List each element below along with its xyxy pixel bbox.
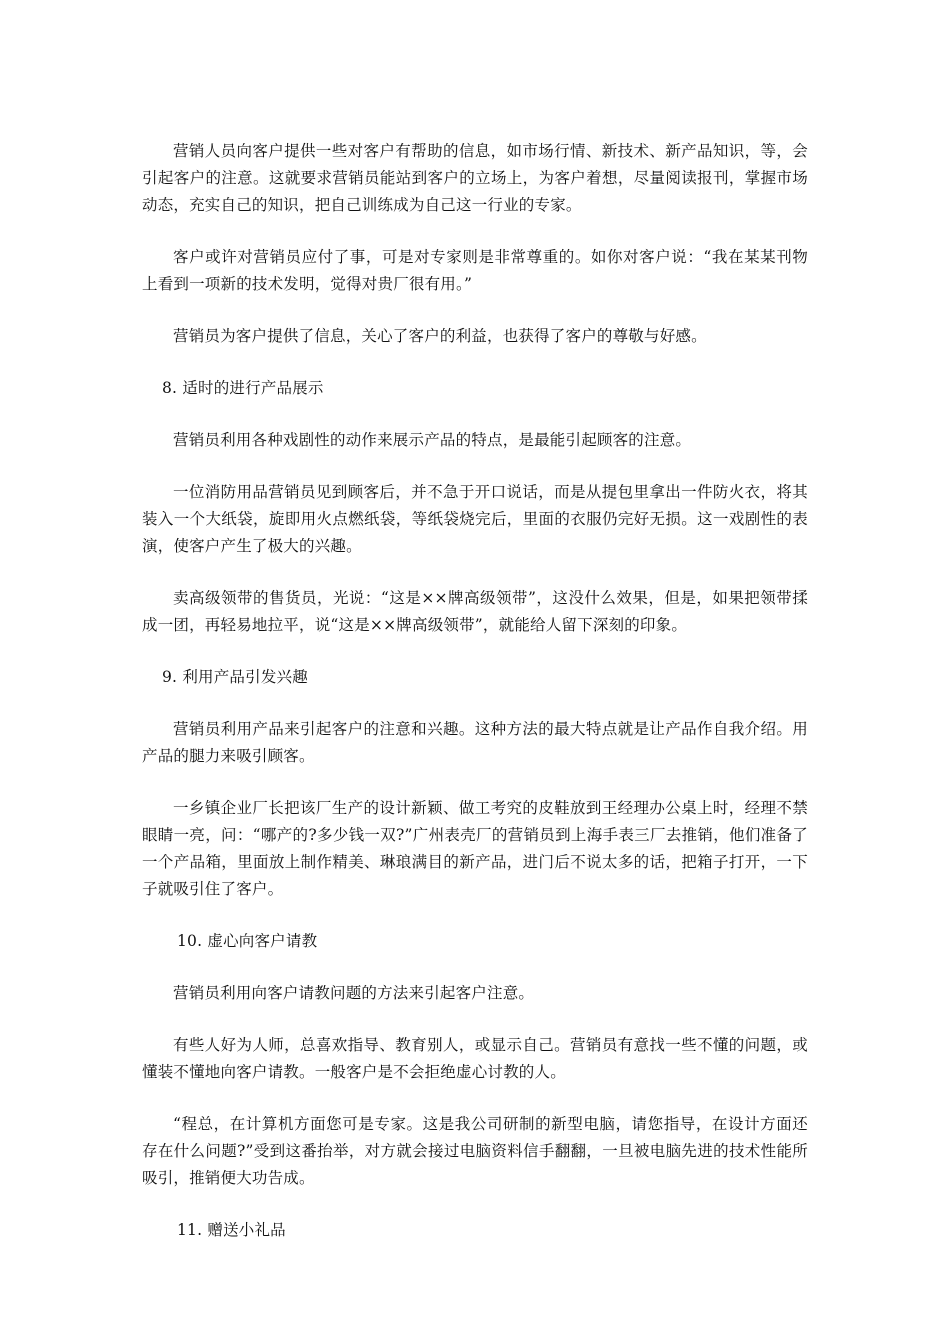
document-body <box>142 138 808 1269</box>
paragraph: 营销员利用各种戏剧性的动作来展示产品的特点，是最能引起顾客的注意。 <box>173 431 692 449</box>
section-heading: 9. 利用产品引发兴趣 <box>162 668 308 686</box>
paragraph: 一位消防用品营销员见到顾客后，并不急于开口说话，而是从提包里拿出一件防火衣，将其装入一个大纸袋，旋即用火点燃纸袋，等纸袋烧完后，里面的衣服仍完好无损。这一戏剧性的表演，使客户产生了极大的兴趣。 <box>142 483 808 555</box>
paragraph: 营销人员向客户提供一些对客户有帮助的信息，如市场行情、新技术、新产品知识，等，会引起客户的注意。这就要求营销员能站到客户的立场上，为客户着想，尽量阅读报刊，掌握市场动态，充实自己的知识，把自己训练成为自己这一行业的专家。 <box>142 142 808 214</box>
paragraph: 营销员为客户提供了信息，关心了客户的利益，也获得了客户的尊敬与好感。 <box>173 327 707 345</box>
paragraph: 卖高级领带的售货员，光说：“这是××牌高级领带”，这没什么效果，但是，如果把领带揉成一团，再轻易地拉平，说“这是××牌高级领带”，就能给人留下深刻的印象。 <box>142 589 808 634</box>
section-heading: 10. 虚心向客户请教 <box>177 932 318 950</box>
section-heading: 8. 适时的进行产品展示 <box>162 379 324 397</box>
paragraph: “程总，在计算机方面您可是专家。这是我公司研制的新型电脑，请您指导，在设计方面还存在什么问题?”受到这番抬举，对方就会接过电脑资料信手翻翻，一旦被电脑先进的技术性能所吸引，推销便大功告成。 <box>142 1115 808 1187</box>
paragraph: 有些人好为人师，总喜欢指导、教育别人，或显示自己。营销员有意找一些不懂的问题，或懂装不懂地向客户请教。一般客户是不会拒绝虚心讨教的人。 <box>142 1036 808 1081</box>
paragraph: 一乡镇企业厂长把该厂生产的设计新颖、做工考究的皮鞋放到王经理办公桌上时，经理不禁眼睛一亮，问：“哪产的?多少钱一双?”广州表壳厂的营销员到上海手表三厂去推销，他们准备了一个产品箱，里面放上制作精美、琳琅满目的新产品，进门后不说太多的话，把箱子打开，一下子就吸引住了客户。 <box>142 799 808 898</box>
section-heading: 11. 赠送小礼品 <box>177 1221 286 1239</box>
paragraph: 营销员利用产品来引起客户的注意和兴趣。这种方法的最大特点就是让产品作自我介绍。用产品的腿力来吸引顾客。 <box>142 720 808 765</box>
paragraph: 客户或许对营销员应付了事，可是对专家则是非常尊重的。如你对客户说：“我在某某刊物上看到一项新的技术发明，觉得对贵厂很有用。” <box>142 248 808 293</box>
paragraph: 营销员利用向客户请教问题的方法来引起客户注意。 <box>173 984 535 1002</box>
